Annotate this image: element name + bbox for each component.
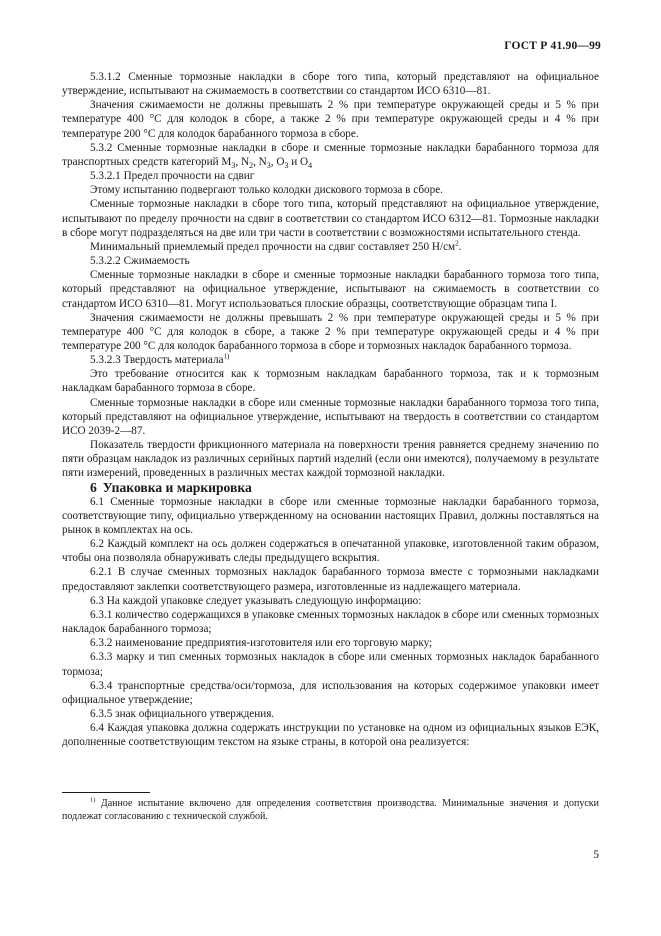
paragraph-6-2-1: 6.2.1 В случае сменных тормозных накладок барабанного тормоза вместе с тормозными накладками предоставляют заклепки соответствующего размера, изготовленные из надлежащего материала.	[62, 566, 599, 593]
paragraph-5-3-2-2-method: Сменные тормозные накладки в сборе и сменные тормозные накладки барабанного тормоза того типа, который представляют на официальное утверждение, испытывают на сжимаемость в соответствии со стандартом ИСО 6310—81. Могут использоваться плоские образцы, соответствующие образцам типа I.	[62, 269, 599, 310]
paragraph-5-3-2-3-scope: Это требование относится как к тормозным накладкам барабанного тормоза, так и к тормозным накладкам барабанного тормоза в сборе.	[62, 368, 599, 395]
section-6-title: 6 Упаковка и маркировка	[90, 479, 252, 495]
main-content	[62, 70, 599, 750]
footnote-divider	[62, 792, 150, 793]
paragraph-6-3-3: 6.3.3 марку и тип сменных тормозных накладок в сборе или сменных тормозных накладок барабанного тормоза;	[62, 651, 599, 678]
footnote	[62, 797, 599, 823]
paragraph-5-3-1-2-values: Значения сжимаемости не должны превышать 2 % при температуре окружающей среды и 5 % при температуре 400 °С для колодок в сборе, а также 2 % при температуре окружающей среды и 4 % при температуре 200 °С для колодок барабанного тормоза в сборе.	[62, 99, 599, 140]
paragraph-5-3-2-1-method: Сменные тормозные накладки в сборе того типа, который представляют на официальное утверждение, испытывают по пределу прочности на сдвиг в соответствии со стандартом ИСО 6312—81. Тормозные накладки в сборе могут подразделяться на две или три части в соответствии с возможностями испытательного стенда.	[62, 198, 599, 239]
footnote-text: Данное испытание включено для определения соответствия производства. Минимальные значения и допуски подлежат согласованию с технической службой.	[62, 798, 599, 822]
page-number: 5	[593, 849, 599, 861]
footnote-reference: 1)	[223, 352, 230, 361]
paragraph-5-3-2-1-scope: Этому испытанию подвергают только колодки дискового тормоза в сборе.	[90, 184, 443, 197]
paragraph-5-3-2-2-heading: 5.3.2.2 Сжимаемость	[90, 255, 190, 268]
paragraph-5-3-2-1-minimum: Минимальный приемлемый предел прочности на сдвиг составляет 250 $Н/см^2$.	[90, 239, 462, 253]
paragraph-6-3-5: 6.3.5 знак официального утверждения.	[90, 708, 275, 721]
paragraph-6-3-2: 6.3.2 наименование предприятия-изготовителя или его торговую марку;	[90, 637, 433, 650]
paragraph-5-3-2-3-heading: 5.3.2.3 Твердость материала$^{1)}$	[90, 352, 230, 367]
paragraph-5-3-1-2: 5.3.1.2 Сменные тормозные накладки в сборе того типа, который представляют на официальное утверждение, испытывают на сжимаемость в соответствии со стандартом ИСО 6310—81.	[62, 71, 599, 98]
document-header-code: ГОСТ Р 41.90—99	[504, 40, 601, 52]
paragraph-5-3-2: 5.3.2 Сменные тормозные накладки в сборе и сменные тормозные накладки барабанного тормоза для транспортных средств категорий $M_3$, $N_2$, $N_3$, $O_3$ и $O_4$	[62, 141, 599, 171]
paragraph-6-1: 6.1 Сменные тормозные накладки в сборе или сменные тормозные накладки барабанного тормоза, соответствующие типу, официально утвержденному на основании настоящих Правил, должны поставляться на рынок в комплектах на ось.	[62, 495, 599, 536]
footnote-marker: 1)	[90, 796, 96, 804]
paragraph-6-3: 6.3 На каждой упаковке следует указывать следующую информацию:	[90, 594, 422, 607]
paragraph-5-3-2-3-hardness: Показатель твердости фрикционного материала на поверхности трения равняется среднему значению по пяти образцам накладок из различных серийных партий изделий (если они имеются), получаемому в результате пяти измерений, проведенных в различных местах каждой тормозной накладки.	[62, 439, 599, 480]
paragraph-5-3-2-3-method: Сменные тормозные накладки в сборе или сменные тормозные накладки барабанного тормоза того типа, который представляют на официальное утверждение, испытывают на твердость в соответствии со стандартом ИСО 2039-2—87.	[62, 396, 599, 437]
paragraph-5-3-2-1-heading: 5.3.2.1 Предел прочности на сдвиг	[90, 170, 255, 183]
paragraph-6-3-4: 6.3.4 транспортные средства/оси/тормоза, для использования на которых содержимое упаковки имеет официальное утверждение;	[62, 679, 599, 706]
paragraph-6-4: 6.4 Каждая упаковка должна содержать инструкции по установке на одном из официальных языков ЕЭК, дополненные соответствующим текстом на языке страны, в которой она реализуется:	[62, 722, 599, 749]
paragraph-6-2: 6.2 Каждый комплект на ось должен содержаться в опечатанной упаковке, изготовленной таким образом, чтобы она позволяла обнаруживать следы предыдущего вскрытия.	[62, 538, 599, 565]
paragraph-5-3-2-2-values: Значения сжимаемости не должны превышать 2 % при температуре окружающей среды и 5 % при температуре 400 °С для колодок в сборе, а также 2 % при температуре окружающей среды и 4 % при температуре 200 °С для колодок барабанного тормоза в сборе и тормозных накладок барабанного тормоза.	[62, 311, 599, 352]
paragraph-6-3-1: 6.3.1 количество содержащихся в упаковке сменных тормозных накладок в сборе или сменных тормозных накладок барабанного тормоза;	[62, 608, 599, 636]
